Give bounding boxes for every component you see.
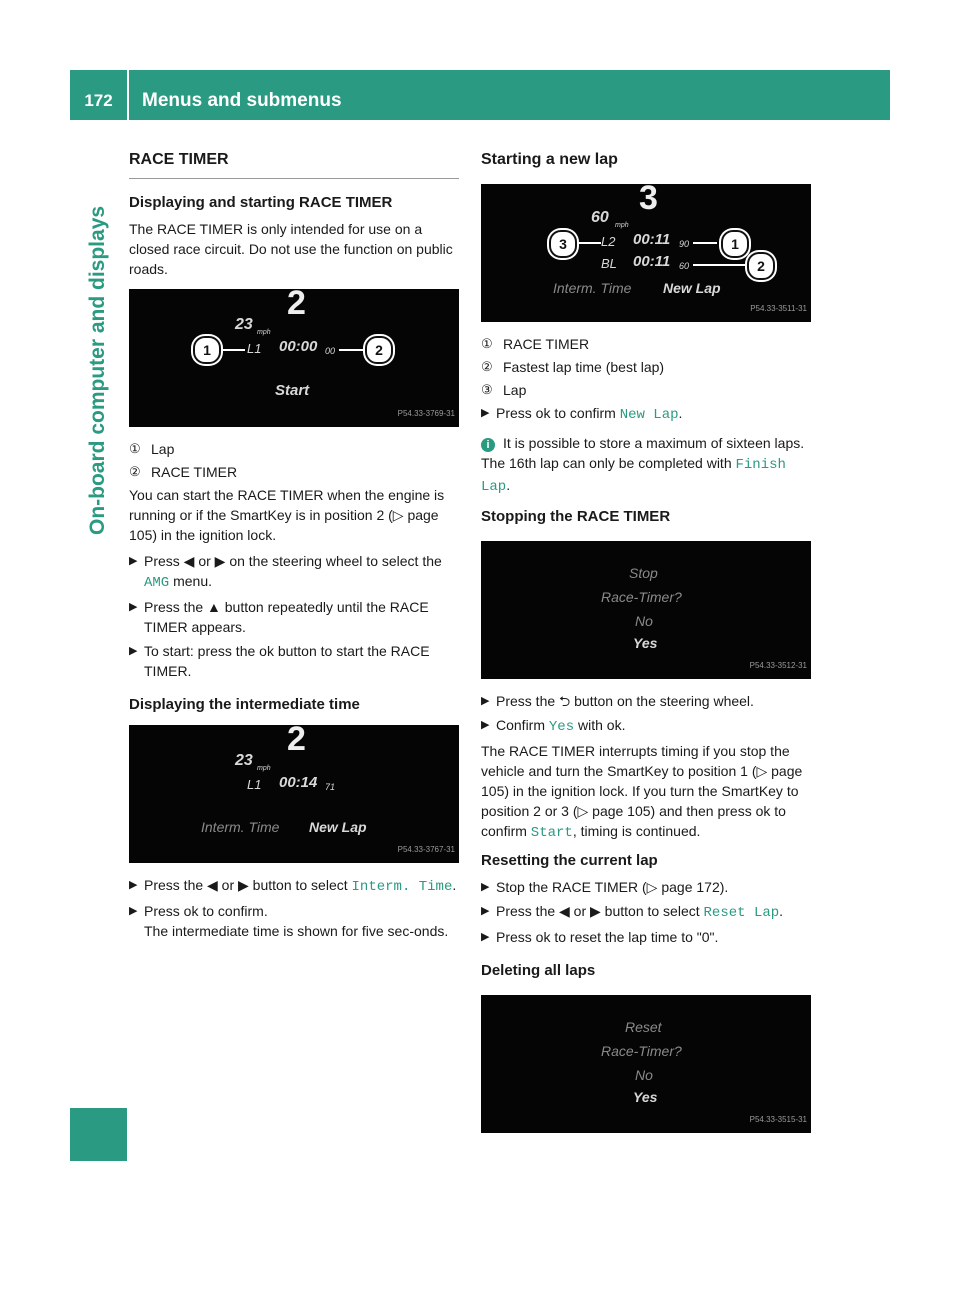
step-text-end: .	[779, 903, 784, 919]
image-code: P54.33-3767-31	[397, 845, 455, 854]
legend-number: ③	[481, 382, 493, 397]
speed-unit: mph	[257, 329, 271, 336]
legend-label: RACE TIMER	[151, 464, 238, 480]
display-menu-name: AMG	[144, 575, 170, 591]
speed-value: 60	[591, 209, 609, 226]
step-item	[481, 901, 813, 923]
section-title: RACE TIMER	[129, 150, 459, 179]
display-menu-name: Start	[530, 825, 573, 841]
step-item	[481, 715, 813, 737]
step-item	[129, 597, 459, 637]
stop-paragraph	[481, 741, 813, 843]
intermediate-note: The intermediate time is shown for five sec-onds.	[144, 923, 449, 939]
step-text: Press ok to confirm.	[144, 903, 268, 919]
step-text-end: .	[452, 877, 457, 893]
lap-time: 00:14	[279, 774, 318, 791]
legend-item	[481, 357, 813, 377]
gear-digit: 2	[287, 289, 306, 322]
page-title: Menus and submenus	[142, 90, 342, 111]
legend-label: Fastest lap time (best lap)	[503, 359, 665, 375]
new-lap-option: New Lap	[663, 280, 721, 296]
yes-option: Yes	[633, 635, 658, 651]
step-arrow-icon: ▶	[481, 881, 490, 893]
display-image-intermediate	[129, 725, 459, 863]
callout-3: 3	[549, 230, 577, 258]
no-option: No	[635, 1067, 653, 1083]
stop-label: Stop	[629, 565, 658, 581]
step-text: Press the ◀ or ▶ button to select	[144, 877, 352, 893]
display-menu-name: Finish Lap	[481, 457, 786, 495]
lap-label: L1	[247, 777, 262, 792]
step-text: Press the ◀ or ▶ button to select	[496, 903, 704, 919]
display-menu-name: New Lap	[619, 407, 679, 423]
heading-stop: Stopping the RACE TIMER	[481, 508, 671, 525]
callout-2: 2	[365, 336, 393, 364]
step-arrow-icon: ▶	[481, 931, 490, 943]
step-text: Press ok to confirm	[496, 405, 620, 421]
page-number: 172	[70, 70, 129, 120]
image-code: P54.33-3769-31	[397, 409, 455, 418]
yes-option: Yes	[633, 1089, 658, 1105]
callout-line-1	[217, 349, 245, 351]
display-image-new-lap	[481, 184, 811, 322]
left-column	[129, 150, 459, 947]
race-timer-question: Race-Timer?	[601, 1043, 682, 1059]
chapter-marker	[70, 1108, 127, 1161]
step-arrow-icon: ▶	[129, 555, 138, 567]
legend-start	[129, 439, 459, 482]
legend-label: Lap	[503, 382, 527, 398]
step-item	[129, 641, 459, 681]
race-timer-question: Race-Timer?	[601, 589, 682, 605]
legend-label: Lap	[151, 441, 175, 457]
step-text: Press ◀ or ▶ on the steering wheel to select the	[144, 553, 442, 569]
right-column	[481, 150, 813, 1145]
callout-1: 1	[721, 230, 749, 258]
display-image-reset	[481, 995, 811, 1133]
legend-number: ②	[129, 464, 141, 479]
callout-2: 2	[747, 252, 775, 280]
speed-unit: mph	[615, 222, 629, 229]
info-text-end: .	[506, 477, 511, 493]
display-menu-name: Yes	[548, 719, 575, 735]
step-arrow-icon: ▶	[481, 407, 490, 419]
step-arrow-icon: ▶	[129, 879, 138, 891]
display-menu-name: Reset Lap	[703, 905, 780, 921]
start-label: Start	[275, 382, 310, 399]
lap-label: L2	[601, 234, 616, 249]
step-item	[481, 877, 813, 897]
image-code: P54.33-3515-31	[749, 1115, 807, 1124]
best-lap-hundredths: 60	[679, 261, 690, 271]
step-item	[129, 551, 459, 593]
lap-time-hundredths: 71	[325, 782, 336, 792]
step-text: Press the ⮌ button on the steering wheel.	[496, 693, 754, 709]
step-text-end: with ok.	[574, 717, 626, 733]
step-arrow-icon: ▶	[129, 905, 138, 917]
callout-line-2	[693, 264, 745, 266]
lap-time-hundredths: 00	[325, 346, 336, 356]
step-text: Press the ▲ button repeatedly until the RACE TIMER appears.	[144, 599, 429, 635]
info-note	[481, 433, 813, 497]
callout-line-1	[693, 242, 717, 244]
legend-item	[481, 380, 813, 400]
lap-label: L1	[247, 341, 262, 356]
callout-line-3	[573, 242, 601, 244]
new-lap-option: New Lap	[309, 819, 367, 835]
speed-value: 23	[235, 752, 253, 769]
chapter-side-text: On-board computer and displays	[86, 205, 109, 535]
lap-time-hundredths: 90	[679, 239, 690, 249]
info-text: It is possible to store a maximum of sixteen laps. The 16th lap can only be completed with	[481, 435, 805, 471]
chapter-side-label	[86, 205, 110, 535]
heading-intermediate: Displaying the intermediate time	[129, 696, 360, 713]
step-arrow-icon: ▶	[481, 905, 490, 917]
interm-time-option: Interm. Time	[201, 819, 280, 835]
step-arrow-icon: ▶	[481, 719, 490, 731]
start-paragraph: You can start the RACE TIMER when the engine is running or if the SmartKey is in position 2 (▷ page 105) in the ignition lock.	[129, 487, 445, 543]
gear-digit: 3	[639, 184, 658, 217]
legend-item	[129, 439, 459, 459]
heading-display-start: Displaying and starting RACE TIMER	[129, 194, 393, 211]
best-lap-label: BL	[601, 256, 617, 271]
stop-text-end: , timing is continued.	[572, 823, 701, 839]
step-arrow-icon: ▶	[481, 695, 490, 707]
step-item	[481, 691, 813, 711]
display-image-start	[129, 289, 459, 427]
step-arrow-icon: ▶	[129, 645, 138, 657]
display-image-stop	[481, 541, 811, 679]
step-item	[481, 403, 813, 425]
info-icon: i	[481, 438, 495, 452]
step-text: Confirm	[496, 717, 549, 733]
interm-time-option: Interm. Time	[553, 280, 632, 296]
legend-number: ①	[481, 336, 493, 351]
stop-text: The RACE TIMER interrupts timing if you stop the vehicle and turn the SmartKey to position 1 (▷ page 105) in the ignition lock. If you turn the SmartKey to position 2 or 3 (▷ page 105) and then press ok to confirm	[481, 743, 803, 839]
reset-label: Reset	[625, 1019, 662, 1035]
callout-1: 1	[193, 336, 221, 364]
image-code: P54.33-3511-31	[750, 304, 807, 313]
page-header	[70, 70, 890, 120]
step-text-end: menu.	[169, 573, 213, 589]
legend-label: RACE TIMER	[503, 336, 590, 352]
legend-item	[481, 334, 813, 354]
heading-delete: Deleting all laps	[481, 962, 596, 979]
heading-new-lap: Starting a new lap	[481, 151, 618, 168]
step-item	[129, 875, 459, 897]
speed-unit: mph	[257, 765, 271, 772]
step-text: Stop the RACE TIMER (▷ page 172).	[496, 879, 729, 895]
step-arrow-icon: ▶	[129, 601, 138, 613]
no-option: No	[635, 613, 653, 629]
legend-number: ①	[129, 441, 141, 456]
display-menu-name: Interm. Time	[351, 879, 453, 895]
gear-digit: 2	[287, 725, 306, 758]
lap-time: 00:11	[633, 231, 671, 248]
best-lap-time: 00:11	[633, 253, 671, 270]
step-text: To start: press the ok button to start the RACE TIMER.	[144, 643, 430, 679]
legend-new-lap	[481, 334, 813, 400]
step-item	[481, 927, 813, 947]
legend-number: ②	[481, 359, 493, 374]
intro-paragraph: The RACE TIMER is only intended for use on a closed race circuit. Do not use the function on public roads.	[129, 221, 453, 277]
lap-time: 00:00	[279, 338, 318, 355]
heading-reset: Resetting the current lap	[481, 852, 658, 869]
legend-item	[129, 462, 459, 482]
step-text-end: .	[678, 405, 683, 421]
step-text: Press ok to reset the lap time to "0".	[496, 929, 719, 945]
speed-value: 23	[235, 316, 253, 333]
image-code: P54.33-3512-31	[749, 661, 807, 670]
step-item	[129, 901, 459, 921]
